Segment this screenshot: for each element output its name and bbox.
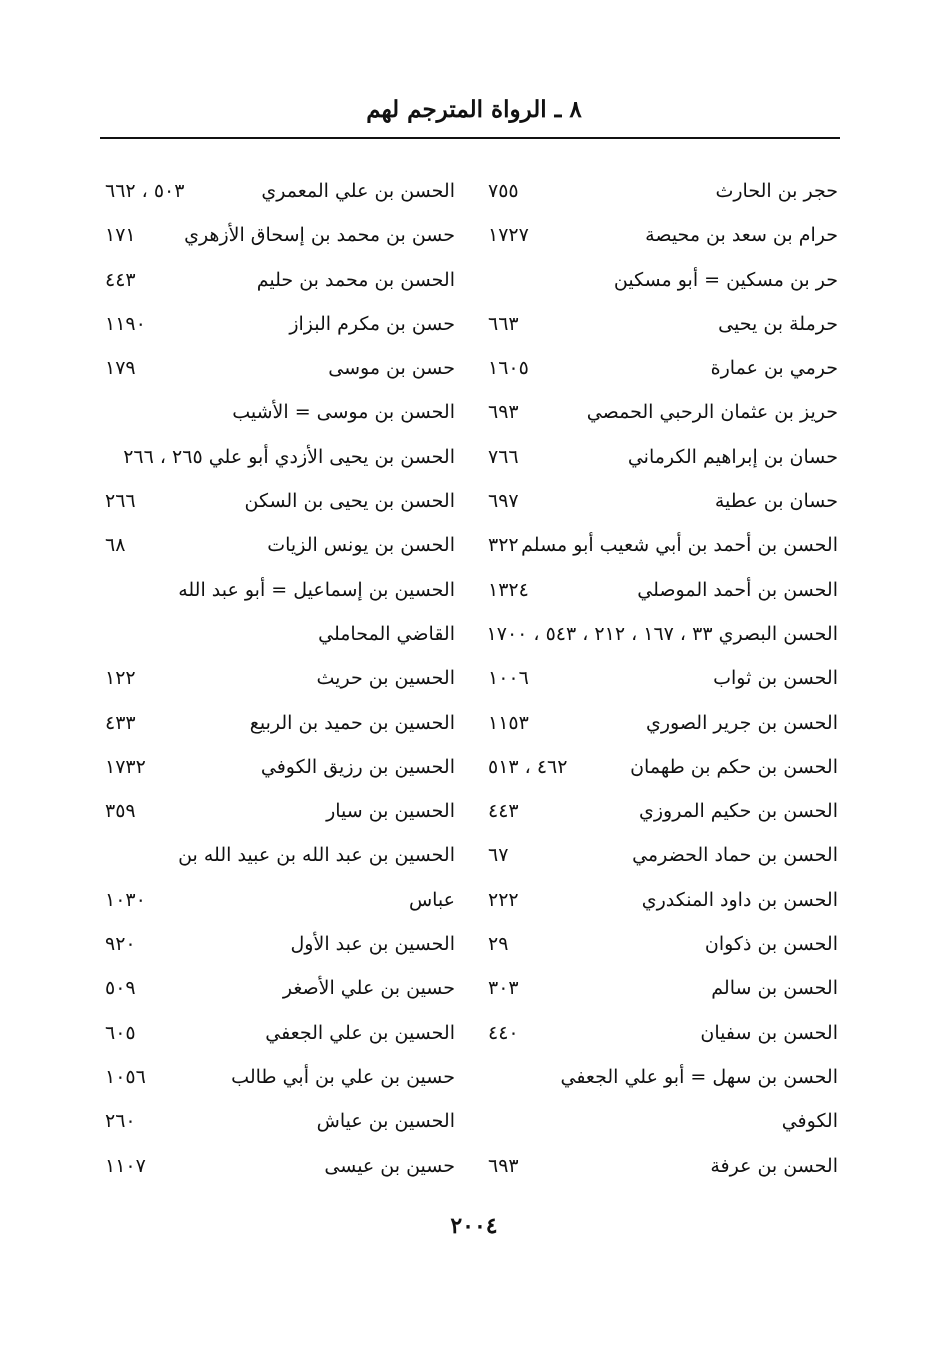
index-entry <box>95 704 455 748</box>
hadith-number: ٣٢٢ <box>488 534 519 557</box>
hadith-number: ٦٠٥ <box>105 1021 136 1044</box>
narrator-name: حرملة بن يحيى <box>718 312 838 335</box>
header-rule <box>100 137 840 139</box>
hadith-number: ٧٦٦ <box>488 445 519 468</box>
index-entry <box>478 704 838 748</box>
hadith-number: ١١٥٣ <box>488 711 529 734</box>
index-entry <box>478 393 838 437</box>
hadith-number: ١٠٠٦ <box>488 667 529 690</box>
index-entry <box>478 438 838 482</box>
narrator-name: الحسن بن داود المنكدري <box>641 888 838 911</box>
index-entry <box>95 1058 455 1102</box>
narrator-name: حرام بن سعد بن محيصة <box>645 224 838 247</box>
narrator-name: الحسن بن سفيان <box>700 1021 838 1044</box>
narrator-name: الحسين بن سيار <box>326 800 455 823</box>
hadith-number: ١٢٢ <box>105 667 136 690</box>
index-entry <box>95 216 455 260</box>
narrator-name: حسن بن موسى <box>328 357 455 380</box>
narrator-name: الحسن بن حكم بن طهمان <box>630 755 838 778</box>
narrator-name: حسين بن علي بن أبي طالب <box>231 1065 455 1088</box>
index-entry <box>95 1102 455 1146</box>
index-entry <box>478 216 838 260</box>
index-entry <box>478 969 838 1013</box>
narrator-name: الحسن البصري ٣٣ ، ١٦٧ ، ٢١٢ ، ٥٤٣ ، ١٧٠٠ <box>486 622 838 645</box>
hadith-number: ١٠٥٦ <box>105 1065 146 1088</box>
narrator-name: الكوفي <box>781 1110 838 1133</box>
hadith-number: ٢٦٠ <box>105 1110 136 1133</box>
narrator-name: حر بن مسكين = أبو مسكين <box>613 268 838 291</box>
index-entry <box>95 881 455 925</box>
hadith-number: ٦٩٧ <box>488 490 519 513</box>
hadith-number: ٤٤٣ <box>105 268 136 291</box>
narrator-name: حسين بن علي الأصغر <box>282 977 455 1000</box>
narrator-name: الحسن بن سالم <box>711 977 838 1000</box>
hadith-number: ٤٦٢ ، ٥١٣ <box>488 755 568 778</box>
index-entry <box>478 349 838 393</box>
hadith-number: ١٠٣٠ <box>105 888 146 911</box>
hadith-number: ١٧٣٢ <box>105 755 146 778</box>
hadith-number: ٢٢٢ <box>488 888 519 911</box>
index-entry <box>95 172 455 216</box>
narrator-name: حسين بن عيسى <box>324 1154 455 1177</box>
narrator-name: حسن بن محمد بن إسحاق الأزهري <box>184 224 455 247</box>
narrator-name: حسان بن إبراهيم الكرماني <box>627 445 838 468</box>
hadith-number: ٤٣٣ <box>105 711 136 734</box>
left-index-column <box>95 172 455 1191</box>
narrator-name: الحسين بن عياش <box>316 1110 455 1133</box>
narrator-name: الحسن بن سهل = أبو علي الجعفي <box>560 1065 838 1088</box>
index-entry <box>478 792 838 836</box>
hadith-number: ٦٩٣ <box>488 1154 519 1177</box>
narrator-name: عباس <box>408 888 455 911</box>
index-entry <box>478 1058 838 1102</box>
narrator-name: حرمي بن عمارة <box>710 357 838 380</box>
narrator-name: الحسن بن موسى = الأشيب <box>232 401 455 424</box>
page-number: ٢٠٠٤ <box>450 1213 498 1239</box>
narrator-name: الحسين بن حريث <box>316 667 455 690</box>
hadith-number: ١٧١ <box>105 224 136 247</box>
narrator-name: حسن بن مكرم البزاز <box>289 312 455 335</box>
index-entry <box>95 925 455 969</box>
hadith-number: ٥٠٩ <box>105 977 136 1000</box>
index-entry <box>95 438 455 482</box>
narrator-name: الحسين بن رزيق الكوفي <box>260 755 455 778</box>
index-entry <box>95 792 455 836</box>
hadith-number: ٣٥٩ <box>105 800 136 823</box>
narrator-name: الحسين بن عبد الأول <box>290 933 455 956</box>
index-entry <box>95 571 455 615</box>
index-entry <box>478 482 838 526</box>
hadith-number: ٣٠٣ <box>488 977 519 1000</box>
narrator-name: الحسن بن أحمد بن أبي شعيب أبو مسلم <box>521 534 838 557</box>
hadith-number: ٤٤٠ <box>488 1021 519 1044</box>
narrator-name: القاضي المحاملي <box>318 622 455 645</box>
hadith-number: ١٣٢٤ <box>488 578 529 601</box>
right-index-column <box>478 172 838 1191</box>
index-entry <box>478 1102 838 1146</box>
narrator-name: الحسن بن محمد بن حليم <box>256 268 455 291</box>
index-entry <box>95 748 455 792</box>
index-entry <box>95 482 455 526</box>
index-entry <box>478 881 838 925</box>
index-entry <box>95 261 455 305</box>
narrator-name: الحسين بن حميد بن الربيع <box>249 711 455 734</box>
narrator-name: الحسن بن ذكوان <box>704 933 838 956</box>
index-entry <box>95 349 455 393</box>
index-entry <box>95 393 455 437</box>
index-entry <box>95 305 455 349</box>
index-entry <box>478 261 838 305</box>
hadith-number: ٦٦٣ <box>488 312 519 335</box>
narrator-name: حريز بن عثمان الرحبي الحمصي <box>586 401 838 424</box>
narrator-name: حجر بن الحارث <box>715 180 838 202</box>
hadith-number: ٢٩ <box>488 933 509 956</box>
hadith-number: ١١٩٠ <box>105 312 146 335</box>
index-entry <box>478 748 838 792</box>
hadith-number: ٦٩٣ <box>488 401 519 424</box>
hadith-number: ٦٧ <box>488 844 509 867</box>
index-entry <box>478 659 838 703</box>
narrator-name: الحسن بن يونس الزيات <box>267 534 455 557</box>
index-entry <box>478 1147 838 1191</box>
narrator-name: الحسين بن علي الجعفي <box>265 1021 455 1044</box>
narrator-name: الحسن بن جرير الصوري <box>645 711 838 734</box>
index-entry <box>478 526 838 570</box>
hadith-number: ١٧٢٧ <box>488 224 529 247</box>
index-entry <box>478 1014 838 1058</box>
hadith-number: ٩٢٠ <box>105 933 136 956</box>
index-entry <box>95 969 455 1013</box>
index-entry <box>95 1014 455 1058</box>
narrator-name: الحسين بن عبد الله بن عبيد الله بن <box>178 844 455 867</box>
narrator-name: الحسن بن يحيى بن السكن <box>244 490 455 513</box>
index-entry <box>478 571 838 615</box>
index-entry <box>95 615 455 659</box>
narrator-name: الحسن بن علي المعمري <box>261 180 455 202</box>
narrator-name: الحسن بن أحمد الموصلي <box>637 578 838 601</box>
narrator-name: حسان بن عطية <box>714 490 838 513</box>
hadith-number: ٦٨ <box>105 534 126 557</box>
index-entry <box>95 1147 455 1191</box>
index-entry <box>478 836 838 880</box>
narrator-name: الحسن بن حماد الحضرمي <box>632 844 838 867</box>
hadith-number: ١٦٠٥ <box>488 357 529 380</box>
index-entry <box>95 659 455 703</box>
hadith-number: ١١٠٧ <box>105 1154 146 1177</box>
hadith-number: ٥٠٣ ، ٦٦٢ <box>105 180 185 202</box>
index-entry <box>478 172 838 216</box>
hadith-number: ١٧٩ <box>105 357 136 380</box>
index-entry <box>478 615 838 659</box>
index-entry <box>478 305 838 349</box>
narrator-name: الحسين بن إسماعيل = أبو عبد الله <box>178 578 455 601</box>
narrator-name: الحسن بن ثواب <box>713 667 838 690</box>
page-header: ٨ ـ الرواة المترجم لهم <box>366 96 582 123</box>
hadith-number: ٢٦٦ <box>105 490 136 513</box>
hadith-number: ٧٥٥ <box>488 180 519 202</box>
narrator-name: الحسن بن يحيى الأزدي أبو علي ٢٦٥ ، ٢٦٦ <box>123 445 455 468</box>
narrator-name: الحسن بن عرفة <box>710 1154 838 1177</box>
index-entry <box>478 925 838 969</box>
index-entry <box>95 526 455 570</box>
hadith-number: ٤٤٣ <box>488 800 519 823</box>
index-entry <box>95 836 455 880</box>
narrator-name: الحسن بن حكيم المروزي <box>639 800 838 823</box>
